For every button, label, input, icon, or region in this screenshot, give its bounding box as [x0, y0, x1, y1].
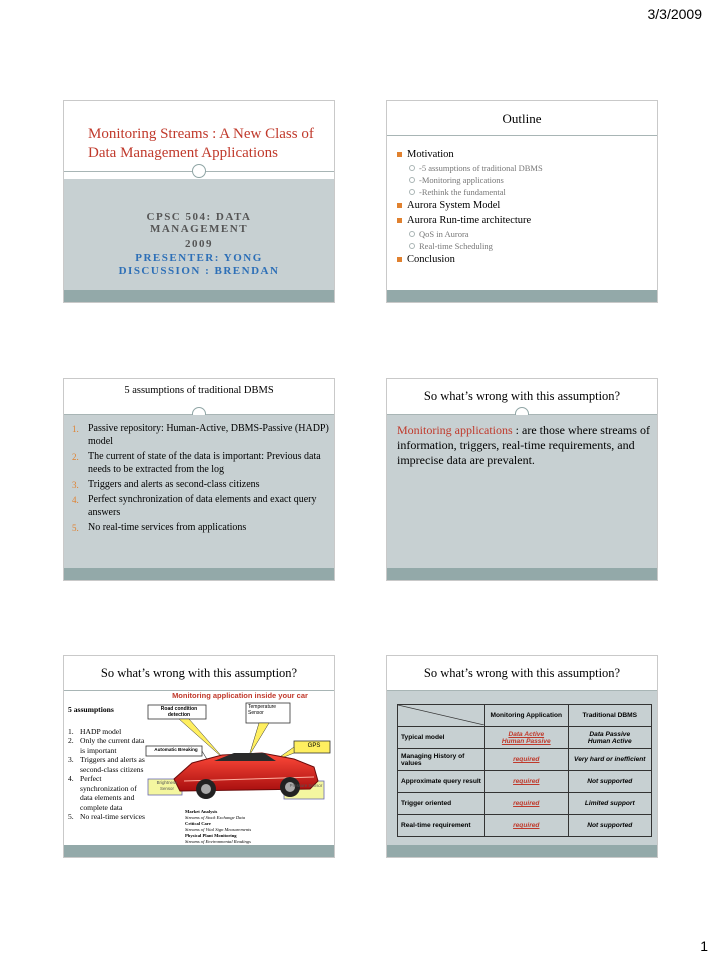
page-date: 3/3/2009	[647, 6, 702, 22]
slide-comparison-table	[386, 655, 658, 858]
slide-heading: So what’s wrong with this assumption?	[423, 389, 621, 403]
outline-subitem: -5 assumptions of traditional DBMS	[397, 162, 652, 174]
outline-item: Motivation	[397, 147, 652, 162]
slide-heading: 5 assumptions of traditional DBMS	[124, 385, 274, 396]
outline-subitem: -Rethink the fundamental	[397, 186, 652, 198]
slide-heading: So what’s wrong with this assumption?	[423, 666, 621, 680]
table-row: Real-time requirement required Not supported	[398, 815, 652, 837]
table-row: Approximate query result required Not supported	[398, 771, 652, 793]
list-item: 1. Passive repository: Human-Active, DBMS-Passive (HADP) model	[72, 423, 329, 447]
col-monitoring: Monitoring Application	[485, 705, 569, 727]
presenter: PRESENTER: YONG	[135, 252, 263, 264]
course-line2: MANAGEMENT	[149, 223, 249, 235]
course-line1: CPSC 504: DATA	[146, 211, 252, 223]
table-row: Typical model Data Active Human Passive Data Passive Human Active	[398, 727, 652, 749]
divider-circle-icon	[192, 164, 206, 178]
outline-subitem: QoS in Aurora	[397, 228, 652, 240]
slide-heading: So what’s wrong with this assumption?	[100, 666, 298, 680]
list-item: 5. No real-time services from applications	[72, 522, 247, 533]
outline-item: Aurora Run-time architecture	[397, 213, 652, 228]
slide-assumptions	[63, 378, 335, 581]
slide-monitoring-apps	[386, 378, 658, 581]
table-row	[398, 705, 652, 727]
comparison-table	[397, 704, 652, 837]
col-traditional: Traditional DBMS	[568, 705, 651, 727]
list-item: 3. Triggers and alerts as second-class citizens	[72, 479, 260, 490]
assumption-list: 5 assumptions 1. HADP model 2. Only the current data is important 3. Triggers and alerts as second-class citizens 4. Perfect synchronization of data elements and complete data 5. No real-time services	[68, 705, 145, 821]
table-row: Managing History of values required Very hard or inefficient	[398, 749, 652, 771]
discussion: DISCUSSION : BRENDAN	[118, 265, 280, 277]
page-number: 1	[700, 938, 708, 954]
slide-car-example	[63, 655, 335, 858]
application-list: Market Analysis Streams of Stock Exchange Data Critical Care Streams of Vital Sign Measurements Physical Plant Monitoring Streams of Environmental Readings	[185, 809, 252, 844]
slide-title	[63, 100, 335, 303]
slide-heading: Outline	[502, 111, 542, 126]
outline-item: Aurora System Model	[397, 198, 652, 213]
definition-text: Monitoring applications : are those where streams of information, triggers, real-time requirements, and imprecise data are prevalent.	[397, 423, 650, 467]
braking-label: Automatic Breaking	[154, 747, 198, 752]
outline-subitem: Real-time Scheduling	[397, 240, 652, 252]
gps-label: GPS	[307, 743, 321, 749]
brightness-sensor-label: Brightness Sensor	[156, 780, 178, 791]
temperature-sensor-label: Temperature Sensor	[248, 704, 277, 716]
list-item: 2. The current of state of the data is important: Previous data needs to be extracted from the log	[72, 451, 321, 475]
list-item: 4. Perfect synchronization of data elements and exact query answers	[72, 494, 317, 518]
outline-item: Conclusion	[397, 252, 652, 267]
car-diagram-title: Monitoring application inside your car	[172, 691, 308, 700]
course-year: 2009	[185, 238, 213, 250]
road-detection-label: Road condition detection	[160, 706, 198, 718]
outline-subitem: -Monitoring applications	[397, 174, 652, 186]
table-row: Trigger oriented required Limited support	[398, 793, 652, 815]
presentation-title: Monitoring Streams : A New Class of Data Management Applications	[88, 126, 314, 161]
pressure-sensor-label: Pressure Sensor	[289, 783, 323, 788]
slide-outline	[386, 100, 658, 303]
